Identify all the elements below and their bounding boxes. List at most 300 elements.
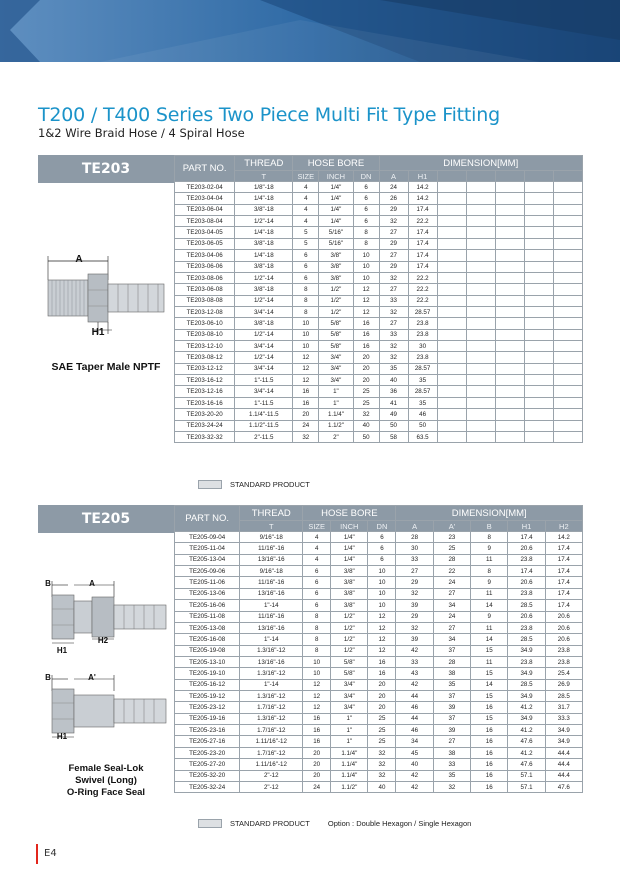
- te203-legend-text: STANDARD PRODUCT: [230, 480, 310, 489]
- empty-cell: [524, 193, 553, 204]
- table-cell: 3/4": [319, 363, 353, 374]
- table-cell: 2"-12: [240, 781, 303, 792]
- table-cell: 1.1/4": [331, 770, 368, 781]
- te205-figure-label-3: O-Ring Face Seal: [66, 787, 146, 798]
- empty-cell: [495, 238, 524, 249]
- table-cell: 10: [303, 656, 331, 667]
- te205-dim-h2: H2: [97, 636, 109, 645]
- empty-cell: [524, 386, 553, 397]
- table-cell: 14: [471, 679, 508, 690]
- table-cell: 33: [379, 329, 408, 340]
- table-cell: 1.1/2"-11.5: [235, 420, 293, 431]
- table-cell: 16: [303, 713, 331, 724]
- part-number-cell: TE203-02-04: [175, 182, 235, 193]
- table-cell: 17.4: [408, 250, 437, 261]
- table-cell: 16: [353, 341, 379, 352]
- table-cell: 4: [293, 216, 319, 227]
- table-cell: 3/4": [331, 702, 368, 713]
- table-row: [175, 781, 583, 792]
- table-cell: 35: [433, 770, 470, 781]
- table-cell: 15: [471, 668, 508, 679]
- empty-cell: [437, 409, 466, 420]
- table-cell: 16: [353, 318, 379, 329]
- table-cell: 13/16"-16: [240, 554, 303, 565]
- empty-cell: [524, 397, 553, 408]
- empty-cell: [495, 329, 524, 340]
- empty-cell: [495, 204, 524, 215]
- empty-cell: [553, 397, 582, 408]
- empty-cell: [553, 363, 582, 374]
- table-cell: 25: [433, 543, 470, 554]
- table-cell: 39: [396, 600, 433, 611]
- table-cell: 44.4: [545, 747, 582, 758]
- model-title-te203: TE203: [38, 155, 174, 183]
- table-cell: 35: [408, 397, 437, 408]
- table-cell: 6: [353, 193, 379, 204]
- table-cell: 39: [396, 634, 433, 645]
- te203-header-part-no: PART NO.: [175, 156, 235, 182]
- table-cell: 17.4: [545, 588, 582, 599]
- empty-cell: [495, 352, 524, 363]
- empty-cell: [437, 341, 466, 352]
- part-number-cell: TE205-13-10: [175, 656, 240, 667]
- part-number-cell: TE205-09-06: [175, 566, 240, 577]
- table-cell: 1"-11.5: [235, 397, 293, 408]
- table-cell: 1.1/2": [319, 420, 353, 431]
- table-cell: 28.57: [408, 386, 437, 397]
- table-cell: 1"-14: [240, 634, 303, 645]
- empty-cell: [553, 409, 582, 420]
- table-cell: 10: [353, 250, 379, 261]
- table-row: [175, 736, 583, 747]
- table-row: [175, 227, 583, 238]
- part-number-cell: TE205-23-16: [175, 725, 240, 736]
- table-cell: 11: [471, 554, 508, 565]
- empty-cell: [466, 295, 495, 306]
- page-number-bar: [36, 844, 38, 864]
- te205-dim-h1-1: H1: [56, 646, 68, 655]
- table-cell: 24: [303, 781, 331, 792]
- table-cell: 42: [396, 679, 433, 690]
- table-cell: 1/4"-18: [235, 250, 293, 261]
- table-cell: 22.2: [408, 284, 437, 295]
- part-number-cell: TE203-06-04: [175, 204, 235, 215]
- table-cell: 1/8"-18: [235, 182, 293, 193]
- table-cell: 44.4: [545, 759, 582, 770]
- table-cell: 10: [368, 566, 396, 577]
- table-cell: 34.9: [508, 668, 545, 679]
- te205-legend: [198, 819, 471, 828]
- table-row: [175, 713, 583, 724]
- table-cell: 36: [379, 386, 408, 397]
- empty-cell: [495, 409, 524, 420]
- empty-cell: [553, 352, 582, 363]
- table-cell: 32: [396, 622, 433, 633]
- empty-cell: [437, 352, 466, 363]
- table-cell: 14.2: [408, 193, 437, 204]
- table-row: [175, 634, 583, 645]
- table-row: [175, 431, 583, 442]
- table-cell: 3/8": [331, 577, 368, 588]
- table-cell: 4: [303, 543, 331, 554]
- table-cell: 32: [396, 588, 433, 599]
- empty-cell: [437, 318, 466, 329]
- table-cell: 16: [471, 781, 508, 792]
- table-cell: 4: [303, 532, 331, 543]
- table-row: [175, 250, 583, 261]
- table-cell: 24: [293, 420, 319, 431]
- te203-sub-h1: H1: [408, 171, 437, 182]
- empty-cell: [524, 295, 553, 306]
- table-cell: 1/4": [331, 543, 368, 554]
- table-row: [175, 691, 583, 702]
- table-cell: 17.4: [408, 238, 437, 249]
- table-cell: 28: [433, 656, 470, 667]
- table-cell: 10: [368, 588, 396, 599]
- empty-cell: [466, 306, 495, 317]
- empty-cell: [495, 227, 524, 238]
- table-cell: 1/2"-14: [235, 216, 293, 227]
- empty-cell: [437, 386, 466, 397]
- table-cell: 30: [396, 543, 433, 554]
- te203-dim-h1: H1: [91, 327, 105, 338]
- table-cell: 35: [379, 363, 408, 374]
- table-cell: 10: [368, 600, 396, 611]
- te203-fitting-drawing: [38, 250, 174, 360]
- table-cell: 20: [303, 770, 331, 781]
- te203-header-hose-bore: HOSE BORE: [293, 156, 379, 171]
- table-cell: 9/16"-18: [240, 566, 303, 577]
- table-row: [175, 668, 583, 679]
- te203-sub-dn: DN: [353, 171, 379, 182]
- table-cell: 1.3/16"-12: [240, 668, 303, 679]
- empty-cell: [553, 272, 582, 283]
- table-cell: 1.1/4": [331, 759, 368, 770]
- table-row: [175, 645, 583, 656]
- part-number-cell: TE203-06-10: [175, 318, 235, 329]
- table-cell: 34.9: [508, 645, 545, 656]
- table-cell: 47.6: [508, 759, 545, 770]
- table-row: [175, 182, 583, 193]
- table-cell: 3/8"-18: [235, 261, 293, 272]
- empty-cell: [495, 306, 524, 317]
- table-cell: 25: [353, 397, 379, 408]
- table-cell: 23.8: [545, 645, 582, 656]
- table-cell: 32: [368, 770, 396, 781]
- table-cell: 20: [303, 747, 331, 758]
- table-row: [175, 600, 583, 611]
- table-cell: 32: [353, 409, 379, 420]
- table-cell: 41: [379, 397, 408, 408]
- table-cell: 3/8": [319, 261, 353, 272]
- table-cell: 16: [368, 656, 396, 667]
- table-cell: 4: [293, 182, 319, 193]
- table-cell: 26: [379, 193, 408, 204]
- table-cell: 1/4": [331, 554, 368, 565]
- table-cell: 32: [368, 747, 396, 758]
- table-cell: 6: [303, 566, 331, 577]
- table-cell: 16: [303, 725, 331, 736]
- empty-cell: [466, 250, 495, 261]
- table-cell: 8: [303, 622, 331, 633]
- table-cell: 20.6: [545, 634, 582, 645]
- part-number-cell: TE205-27-16: [175, 736, 240, 747]
- table-cell: 17.4: [545, 543, 582, 554]
- empty-cell: [495, 261, 524, 272]
- table-cell: 3/4": [319, 352, 353, 363]
- table-cell: 12: [303, 679, 331, 690]
- table-cell: 8: [471, 532, 508, 543]
- table-cell: 22.2: [408, 272, 437, 283]
- empty-cell: [553, 329, 582, 340]
- table-cell: 3/4"-14: [235, 306, 293, 317]
- empty-cell: [466, 397, 495, 408]
- page-title: T200 / T400 Series Two Piece Multi Fit Type Fitting: [38, 104, 500, 126]
- table-cell: 10: [303, 668, 331, 679]
- table-cell: 1": [319, 397, 353, 408]
- table-cell: 28.57: [408, 363, 437, 374]
- table-cell: 16: [353, 329, 379, 340]
- table-cell: 1.1/2": [331, 781, 368, 792]
- table-row: [175, 566, 583, 577]
- part-number-cell: TE205-32-24: [175, 781, 240, 792]
- empty-cell: [437, 306, 466, 317]
- table-cell: 50: [379, 420, 408, 431]
- table-cell: 25.4: [545, 668, 582, 679]
- table-cell: 1.11/16"-12: [240, 759, 303, 770]
- empty-cell: [466, 363, 495, 374]
- te205-sub-h2: H2: [545, 521, 582, 532]
- table-cell: 47.6: [508, 736, 545, 747]
- part-number-cell: TE203-08-08: [175, 295, 235, 306]
- table-cell: 49: [379, 409, 408, 420]
- te205-figure-pane: [38, 505, 174, 798]
- empty-cell: [466, 284, 495, 295]
- table-cell: 1": [331, 725, 368, 736]
- table-cell: 38: [433, 668, 470, 679]
- table-cell: 1/4": [331, 532, 368, 543]
- te205-fitting-drawings: [38, 577, 174, 752]
- te203-header-dimension: DIMENSION[MM]: [379, 156, 583, 171]
- empty-cell: [524, 363, 553, 374]
- table-cell: 1/2"-14: [235, 295, 293, 306]
- empty-cell: [524, 182, 553, 193]
- table-row: [175, 656, 583, 667]
- part-number-cell: TE205-11-06: [175, 577, 240, 588]
- table-cell: 4: [293, 193, 319, 204]
- table-cell: 6: [293, 250, 319, 261]
- banner-graphic: [0, 0, 620, 62]
- table-cell: 41.2: [508, 702, 545, 713]
- table-cell: 6: [303, 600, 331, 611]
- empty-cell: [437, 375, 466, 386]
- table-cell: 34.9: [508, 713, 545, 724]
- table-cell: 16: [471, 736, 508, 747]
- table-cell: 34: [433, 634, 470, 645]
- te205-figure-label-2: Swivel (Long): [75, 775, 137, 786]
- table-cell: 27: [379, 250, 408, 261]
- empty-cell: [466, 409, 495, 420]
- te203-figure-pane: [38, 155, 174, 373]
- te205-dim-b-2: B: [45, 673, 51, 682]
- table-row: [175, 352, 583, 363]
- empty-cell: [553, 341, 582, 352]
- table-row: [175, 204, 583, 215]
- table-cell: 6: [353, 216, 379, 227]
- part-number-cell: TE203-12-16: [175, 386, 235, 397]
- table-cell: 14: [471, 600, 508, 611]
- empty-cell: [466, 216, 495, 227]
- table-row: [175, 532, 583, 543]
- table-cell: 1/4"-18: [235, 193, 293, 204]
- empty-cell: [524, 352, 553, 363]
- te205-sub-dn: DN: [368, 521, 396, 532]
- table-cell: 12: [303, 702, 331, 713]
- table-cell: 42: [396, 645, 433, 656]
- model-title-te205: TE205: [38, 505, 174, 533]
- empty-cell: [495, 431, 524, 442]
- table-row: [175, 588, 583, 599]
- table-cell: 3/8"-18: [235, 284, 293, 295]
- table-cell: 46: [408, 409, 437, 420]
- empty-cell: [466, 261, 495, 272]
- table-row: [175, 363, 583, 374]
- table-cell: 10: [368, 577, 396, 588]
- empty-cell: [553, 182, 582, 193]
- table-row: [175, 386, 583, 397]
- table-cell: 6: [353, 182, 379, 193]
- table-cell: 46: [396, 725, 433, 736]
- part-number-cell: TE205-27-20: [175, 759, 240, 770]
- table-cell: 27: [396, 566, 433, 577]
- table-cell: 50: [353, 431, 379, 442]
- table-cell: 1/2": [331, 622, 368, 633]
- table-cell: 12: [293, 352, 319, 363]
- table-cell: 16: [303, 736, 331, 747]
- part-number-cell: TE203-08-10: [175, 329, 235, 340]
- table-cell: 34.9: [545, 725, 582, 736]
- table-cell: 1/2"-14: [235, 352, 293, 363]
- table-cell: 12: [293, 375, 319, 386]
- table-cell: 1": [319, 386, 353, 397]
- table-row: [175, 306, 583, 317]
- table-cell: 33: [396, 656, 433, 667]
- table-cell: 5/16": [319, 238, 353, 249]
- table-cell: 16: [471, 702, 508, 713]
- table-cell: 4: [293, 204, 319, 215]
- table-cell: 8: [303, 645, 331, 656]
- table-cell: 27: [379, 227, 408, 238]
- empty-cell: [524, 250, 553, 261]
- empty-cell: [495, 386, 524, 397]
- empty-cell: [524, 329, 553, 340]
- table-cell: 23.8: [408, 318, 437, 329]
- table-row: [175, 238, 583, 249]
- table-row: [175, 554, 583, 565]
- table-cell: 13/16"-16: [240, 622, 303, 633]
- table-cell: 44: [396, 713, 433, 724]
- te205-dim-b-1: B: [45, 579, 51, 588]
- empty-cell: [437, 295, 466, 306]
- empty-cell: [553, 306, 582, 317]
- table-cell: 3/8"-18: [235, 318, 293, 329]
- table-cell: 2": [319, 431, 353, 442]
- te203-header-thread: THREAD: [235, 156, 293, 171]
- table-cell: 1.7/16"-12: [240, 702, 303, 713]
- table-cell: 32: [379, 341, 408, 352]
- table-cell: 5/8": [319, 341, 353, 352]
- table-cell: 1/4"-18: [235, 227, 293, 238]
- empty-cell: [437, 238, 466, 249]
- table-cell: 12: [353, 284, 379, 295]
- empty-cell: [495, 341, 524, 352]
- empty-cell: [437, 261, 466, 272]
- table-cell: 22.2: [408, 216, 437, 227]
- te203-spec-table: [174, 155, 583, 443]
- te205-legend-text: STANDARD PRODUCT: [230, 819, 310, 828]
- table-cell: 23: [433, 532, 470, 543]
- empty-cell: [495, 318, 524, 329]
- table-cell: 3/4": [319, 375, 353, 386]
- table-cell: 8: [293, 284, 319, 295]
- table-cell: 6: [353, 204, 379, 215]
- table-cell: 12: [368, 611, 396, 622]
- table-row: [175, 216, 583, 227]
- part-number-cell: TE203-24-24: [175, 420, 235, 431]
- empty-cell: [466, 227, 495, 238]
- table-cell: 29: [379, 204, 408, 215]
- part-number-cell: TE203-08-04: [175, 216, 235, 227]
- part-number-cell: TE203-12-12: [175, 363, 235, 374]
- table-cell: 35: [408, 375, 437, 386]
- empty-cell: [495, 284, 524, 295]
- empty-cell: [466, 431, 495, 442]
- part-number-cell: TE205-19-12: [175, 691, 240, 702]
- table-cell: 38: [433, 747, 470, 758]
- te205-dim-h1-2: H1: [56, 732, 68, 741]
- empty-cell: [524, 318, 553, 329]
- empty-cell: [553, 284, 582, 295]
- empty-cell: [466, 420, 495, 431]
- table-cell: 44.4: [545, 770, 582, 781]
- table-cell: 13/16"-16: [240, 588, 303, 599]
- part-number-cell: TE203-32-32: [175, 431, 235, 442]
- table-cell: 9/16"-18: [240, 532, 303, 543]
- table-cell: 11/16"-16: [240, 543, 303, 554]
- table-cell: 17.4: [508, 566, 545, 577]
- table-cell: 3/8": [319, 272, 353, 283]
- table-cell: 15: [471, 713, 508, 724]
- table-cell: 47.6: [545, 781, 582, 792]
- table-cell: 3/4": [331, 679, 368, 690]
- empty-cell: [466, 386, 495, 397]
- table-cell: 35: [433, 679, 470, 690]
- part-number-cell: TE205-32-20: [175, 770, 240, 781]
- table-cell: 34.9: [508, 691, 545, 702]
- table-cell: 11: [471, 588, 508, 599]
- table-cell: 22: [433, 566, 470, 577]
- page-number: E4: [44, 848, 57, 859]
- empty-cell: [466, 182, 495, 193]
- table-cell: 22.2: [408, 295, 437, 306]
- part-number-cell: TE203-04-06: [175, 250, 235, 261]
- empty-cell: [466, 204, 495, 215]
- table-cell: 37: [433, 645, 470, 656]
- table-cell: 8: [293, 306, 319, 317]
- table-cell: 3/4"-14: [235, 341, 293, 352]
- table-row: [175, 295, 583, 306]
- table-cell: 17.4: [545, 577, 582, 588]
